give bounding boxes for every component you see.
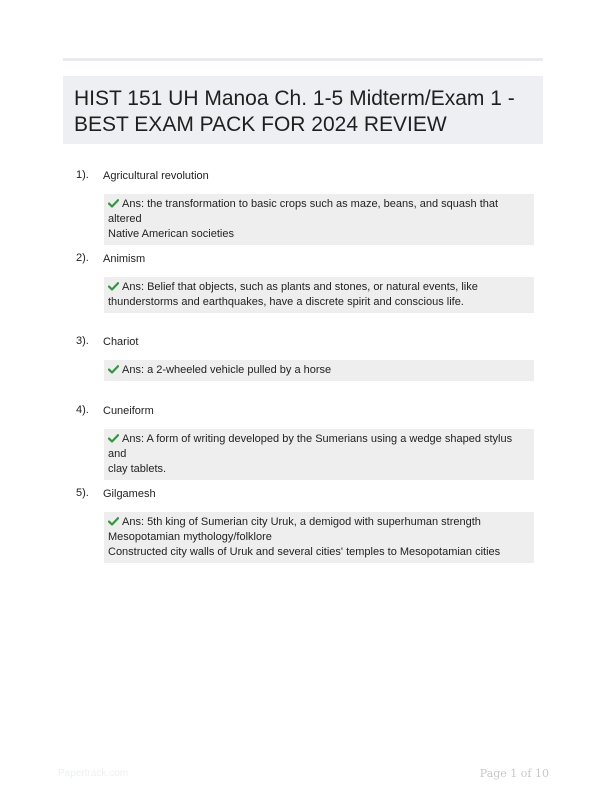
answer-line: clay tablets. — [108, 463, 167, 475]
answer-box — [104, 194, 534, 245]
question-term: Agricultural revolution — [103, 170, 209, 182]
answer-line: Ans: 5th king of Sumerian city Uruk, a demigod with superhuman strength — [108, 515, 530, 530]
answer-box — [104, 360, 534, 381]
answer-line: Ans: Belief that objects, such as plants and stones, or natural events, like — [108, 280, 530, 295]
question-term: Chariot — [103, 336, 139, 348]
answer-box — [104, 277, 534, 313]
answer-box — [104, 512, 534, 563]
page-title-line-2: BEST EXAM PACK FOR 2024 REVIEW — [74, 113, 447, 136]
answer-line: Ans: a 2-wheeled vehicle pulled by a horse — [108, 363, 530, 378]
top-divider — [63, 58, 543, 61]
title-banner — [63, 76, 543, 144]
page-number: Page 1 of 10 — [479, 767, 549, 780]
question-number: 3). — [76, 335, 89, 347]
question-number: 5). — [76, 487, 89, 499]
answer-line: Ans: the transformation to basic crops such as maze, beans, and squash that altered — [108, 198, 499, 225]
checkmark-icon — [108, 434, 119, 443]
answer-line: thunderstorms and earthquakes, have a discrete spirit and conscious life. — [108, 296, 464, 308]
question-term: Animism — [103, 253, 146, 265]
answer-line: Constructed city walls of Uruk and several cities' temples to Mesopotamian cities — [108, 546, 501, 558]
question-number: 2). — [76, 252, 89, 264]
question-term: Cuneiform — [103, 405, 154, 417]
checkmark-icon — [108, 365, 119, 374]
page-title — [74, 86, 533, 138]
answer-line: Native American societies — [108, 228, 234, 240]
page-title-line-1: HIST 151 UH Manoa Ch. 1-5 Midterm/Exam 1 - — [74, 87, 515, 110]
question-number: 4). — [76, 404, 89, 416]
checkmark-icon — [108, 282, 119, 291]
checkmark-icon — [108, 517, 119, 526]
answer-line: Mesopotamian mythology/folklore — [108, 531, 272, 543]
question-term: Gilgamesh — [103, 488, 156, 500]
checkmark-icon — [108, 199, 119, 208]
answer-line: Ans: A form of writing developed by the Sumerians using a wedge shaped stylus and — [108, 433, 513, 460]
answer-box — [104, 429, 534, 480]
footer-watermark: Papertrack.com — [58, 768, 129, 779]
question-number: 1). — [76, 169, 89, 181]
